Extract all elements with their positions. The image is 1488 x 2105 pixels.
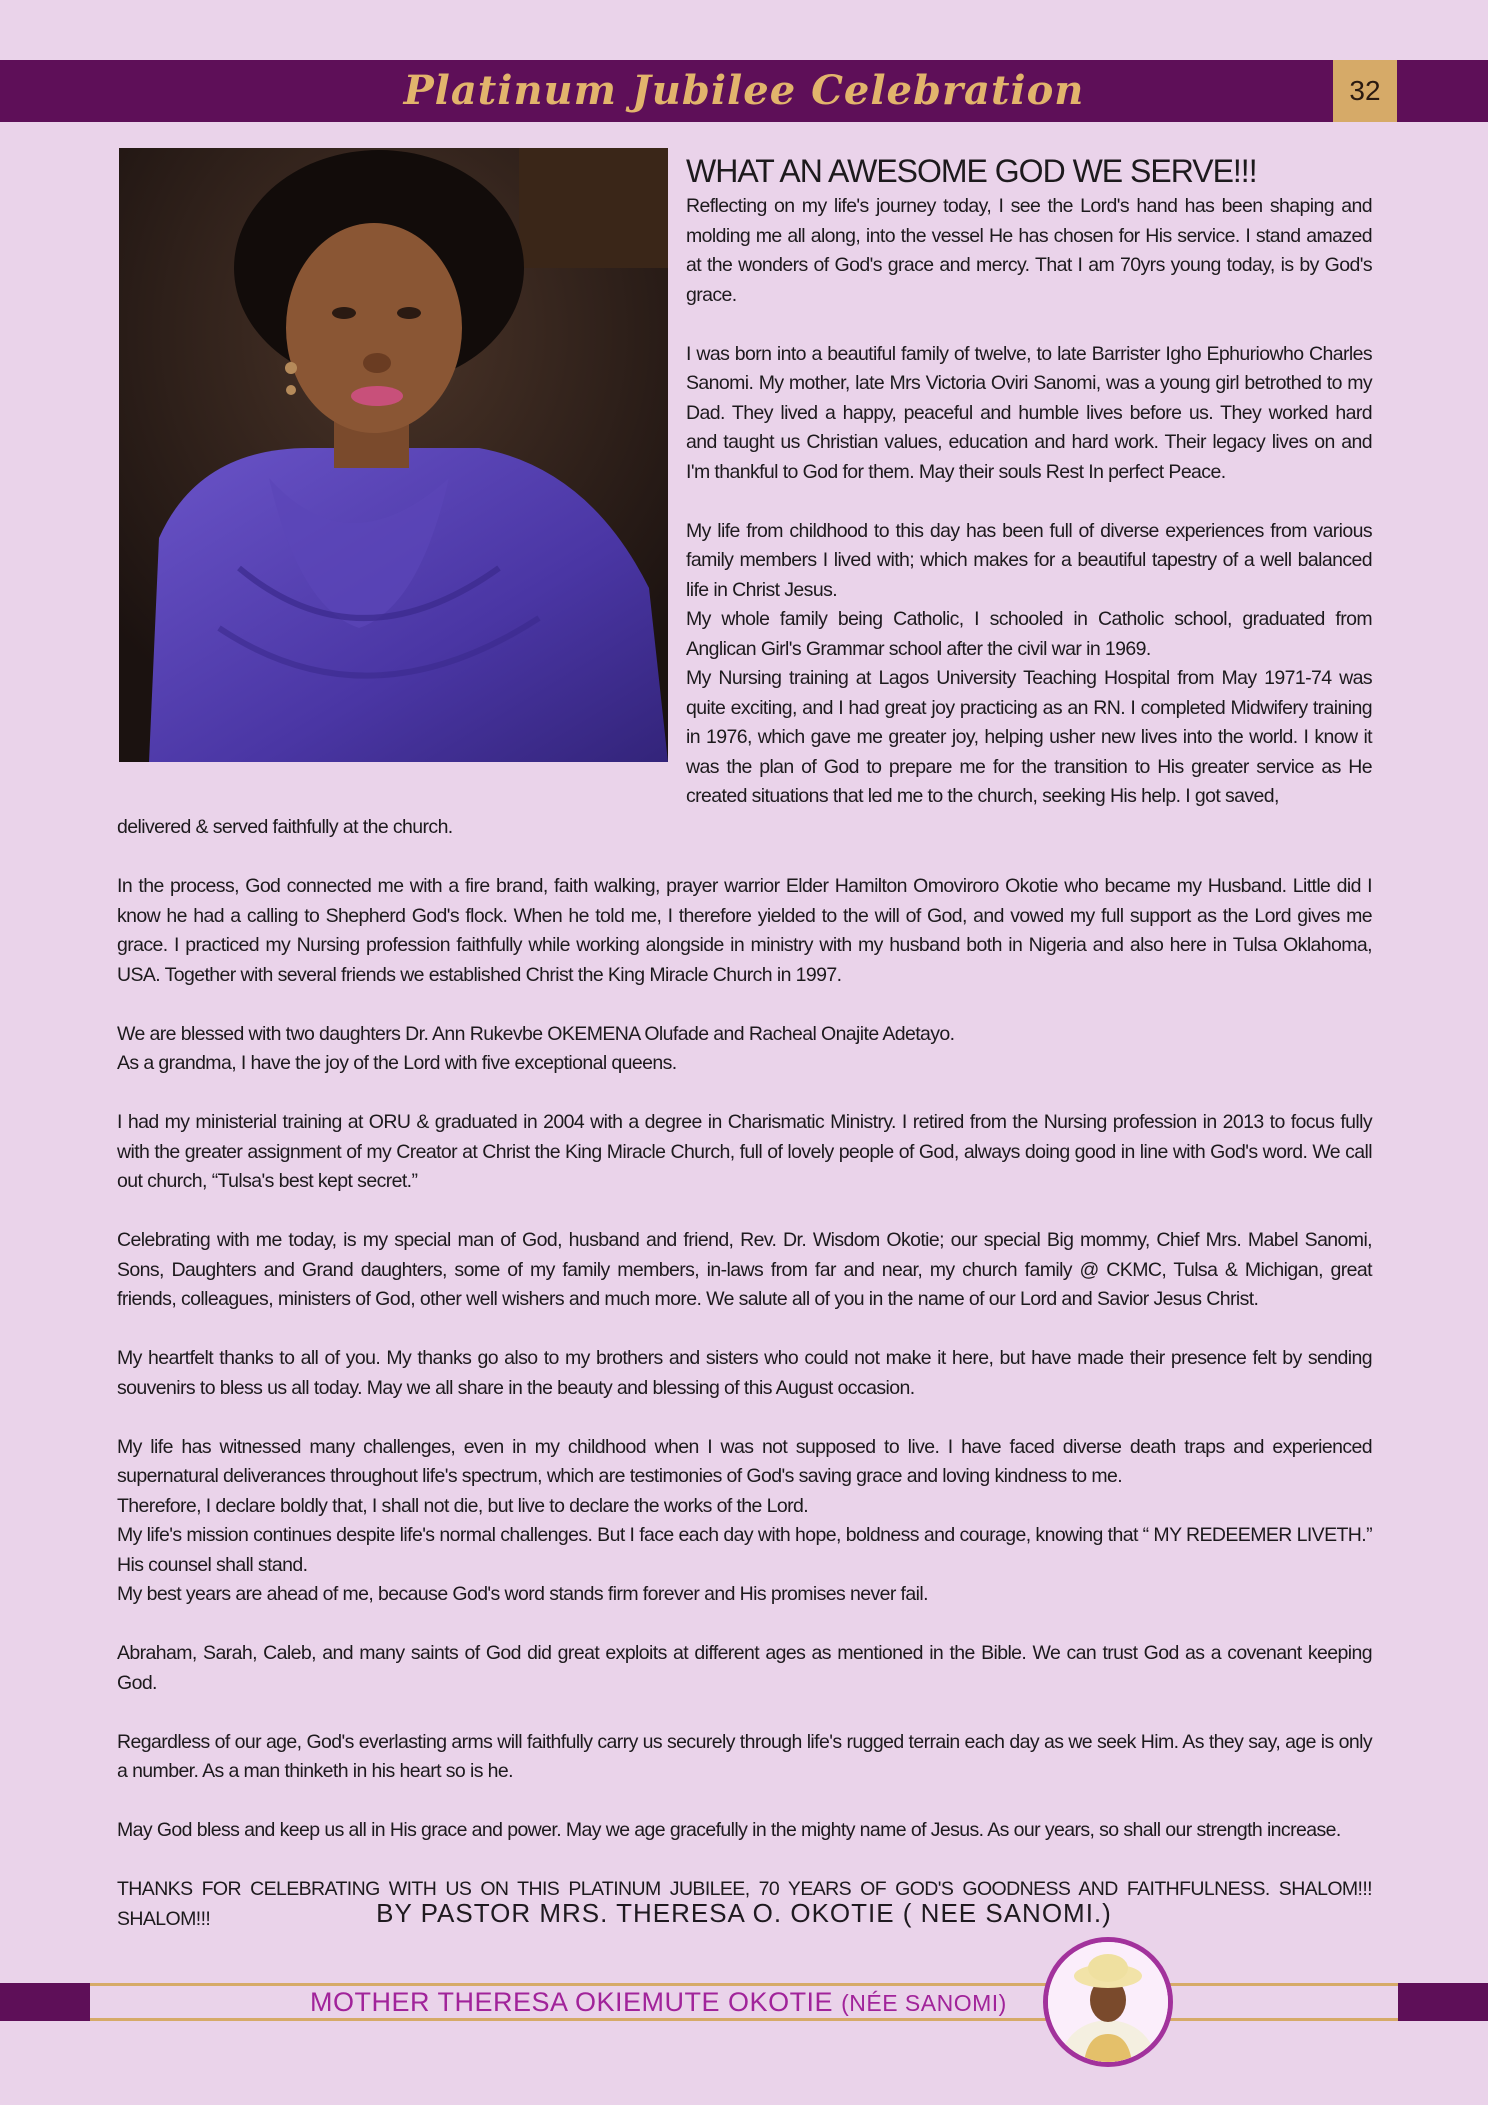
paragraph-daughters: We are blessed with two daughters Dr. Ann Rukevbe OKEMENA Olufade and Racheal Onajite Adetayo.: [117, 1022, 955, 1045]
footer-maiden-name: (NÉE SANOMI): [841, 1990, 1007, 2016]
footer-name: [310, 1986, 1007, 2018]
paragraph-process: In the process, God connected me with a fire brand, faith walking, prayer warrior Elder Hamilton Omoviroro Okotie who became my Husband. Little did I know he had a calling to Shepherd God's flock. When he told me, I therefore yielded to the will of God, and vowed my full support as the Lord gives me grace. I practiced my Nursing profession faithfully while working alongside in ministry with my husband both in Nigeria and also here in Tulsa Oklahoma, USA. Together with several friends we established Christ the King Miracle Church in 1997.: [117, 875, 1372, 986]
avatar-illustration: [1048, 1942, 1168, 2062]
intro-column: [686, 192, 1372, 812]
portrait-photo: [119, 148, 668, 762]
footer-rule-bottom: [90, 2018, 1398, 2021]
footer-name-text: MOTHER THERESA OKIEMUTE OKOTIE: [310, 1987, 834, 2017]
article-heading: WHAT AN AWESOME GOD WE SERVE!!!: [686, 153, 1257, 189]
paragraph-final: THANKS FOR CELEBRATING WITH US ON THIS PLATINUM JUBILEE, 70 YEARS OF GOD'S GOODNESS AND FAITHFULNESS. SHALOM!!! SHALOM!!!: [117, 1878, 1372, 1930]
paragraph-celebrating: Celebrating with me today, is my special man of God, husband and friend, Rev. Dr. Wisdom Okotie; our special Big mommy, Chief Mrs. Mabel Sanomi, Sons, Daughters and Grand daughters, some of my family members, in-laws from far and near, my church family @ CKMC, Tulsa & Michigan, great friends, colleagues, ministers of God, other well wishers and much more. We salute all of you in the name of our Lord and Savior Jesus Christ.: [117, 1229, 1372, 1310]
paragraph-regardless: Regardless of our age, God's everlasting arms will faithfully carry us securely through life's rugged terrain each day as we seek Him. As they say, age is only a number. As a man thinketh in his heart so is he.: [117, 1730, 1372, 1782]
paragraph-bless: May God bless and keep us all in His grace and power. May we age gracefully in the mighty name of Jesus. As our years, so shall our strength increase.: [117, 1819, 1341, 1841]
paragraph-family: I was born into a beautiful family of twelve, to late Barrister Igho Ephuriowho Charles Sanomi. My mother, late Mrs Victoria Oviri Sanomi, was a young girl betrothed to my Dad. They lived a happy, peaceful and humble lives before us. They worked hard and taught us Christian values, education and hard work. Their legacy lives on and I'm thankful to God for them. May their souls Rest In perfect Peace.: [686, 342, 1372, 483]
footer-band-right: [1398, 1983, 1488, 2021]
portrait-illustration: [119, 148, 668, 762]
page-title: Platinum Jubilee Celebration: [403, 67, 1085, 114]
paragraph-abraham: Abraham, Sarah, Caleb, and many saints of God did great exploits at different ages as mentioned in the Bible. We can trust God as a covenant keeping God.: [117, 1642, 1372, 1694]
byline: BY PASTOR MRS. THERESA O. OKOTIE ( NEE SANOMI.): [376, 1898, 1112, 1928]
paragraph-declare: Therefore, I declare boldly that, I shall not die, but live to declare the works of the Lord.: [117, 1494, 809, 1517]
paragraph-continuation: delivered & served faithfully at the church.: [117, 816, 453, 838]
paragraph-ministry: I had my ministerial training at ORU & graduated in 2004 with a degree in Charismatic Ministry. I retired from the Nursing profession in 2013 to focus fully with the greater assignment of my Creator at Christ the King Miracle Church, full of lovely people of God, always doing good in line with God's word. We call out church, “Tulsa's best kept secret.”: [117, 1111, 1372, 1192]
avatar: [1043, 1937, 1173, 2067]
paragraph-challenges: My life has witnessed many challenges, even in my childhood when I was not supposed to live. I have faced diverse death traps and experienced supernatural deliverances throughout life's spectrum, which are testimonies of God's saving grace and loving kindness to me.: [117, 1435, 1372, 1487]
main-text: [117, 813, 1372, 1934]
paragraph-mission: My life's mission continues despite life's normal challenges. But I face each day with hope, boldness and courage, knowing that “ MY REDEEMER LIVETH.” His counsel shall stand.: [117, 1524, 1372, 1576]
paragraph-grandma: As a grandma, I have the joy of the Lord with five exceptional queens.: [117, 1052, 677, 1074]
paragraph-nursing: My Nursing training at Lagos University Teaching Hospital from May 1971-74 was quite exciting, and I had great joy practicing as an RN. I completed Midwifery training in 1976, which gave me greater joy, helping usher new lives into the world. I know it was the plan of God to prepare me for the transition to His greater service as He created situations that led me to the church, seeking His help. I got saved,: [686, 667, 1372, 807]
paragraph-best-years: My best years are ahead of me, because God's word stands firm forever and His promises never fail.: [117, 1583, 928, 1605]
paragraph-thanks: My heartfelt thanks to all of you. My thanks go also to my brothers and sisters who could not make it here, but have made their presence felt by sending souvenirs to bless us all today. May we all share in the beauty and blessing of this August occasion.: [117, 1347, 1372, 1399]
paragraph-catholic: My whole family being Catholic, I schooled in Catholic school, graduated from Anglican Girl's Grammar school after the civil war in 1969.: [686, 608, 1372, 660]
paragraph-reflecting: Reflecting on my life's journey today, I see the Lord's hand has been shaping and molding me all along, into the vessel He has chosen for His service. I stand amazed at the wonders of God's grace and mercy. That I am 70yrs young today, is by God's grace.: [686, 195, 1372, 306]
footer-band-left: [0, 1983, 90, 2021]
paragraph-childhood: My life from childhood to this day has been full of diverse experiences from various family members I lived with; which makes for a beautiful tapestry of a well balanced life in Christ Jesus.: [686, 519, 1372, 601]
page-number: 32: [1333, 60, 1397, 122]
